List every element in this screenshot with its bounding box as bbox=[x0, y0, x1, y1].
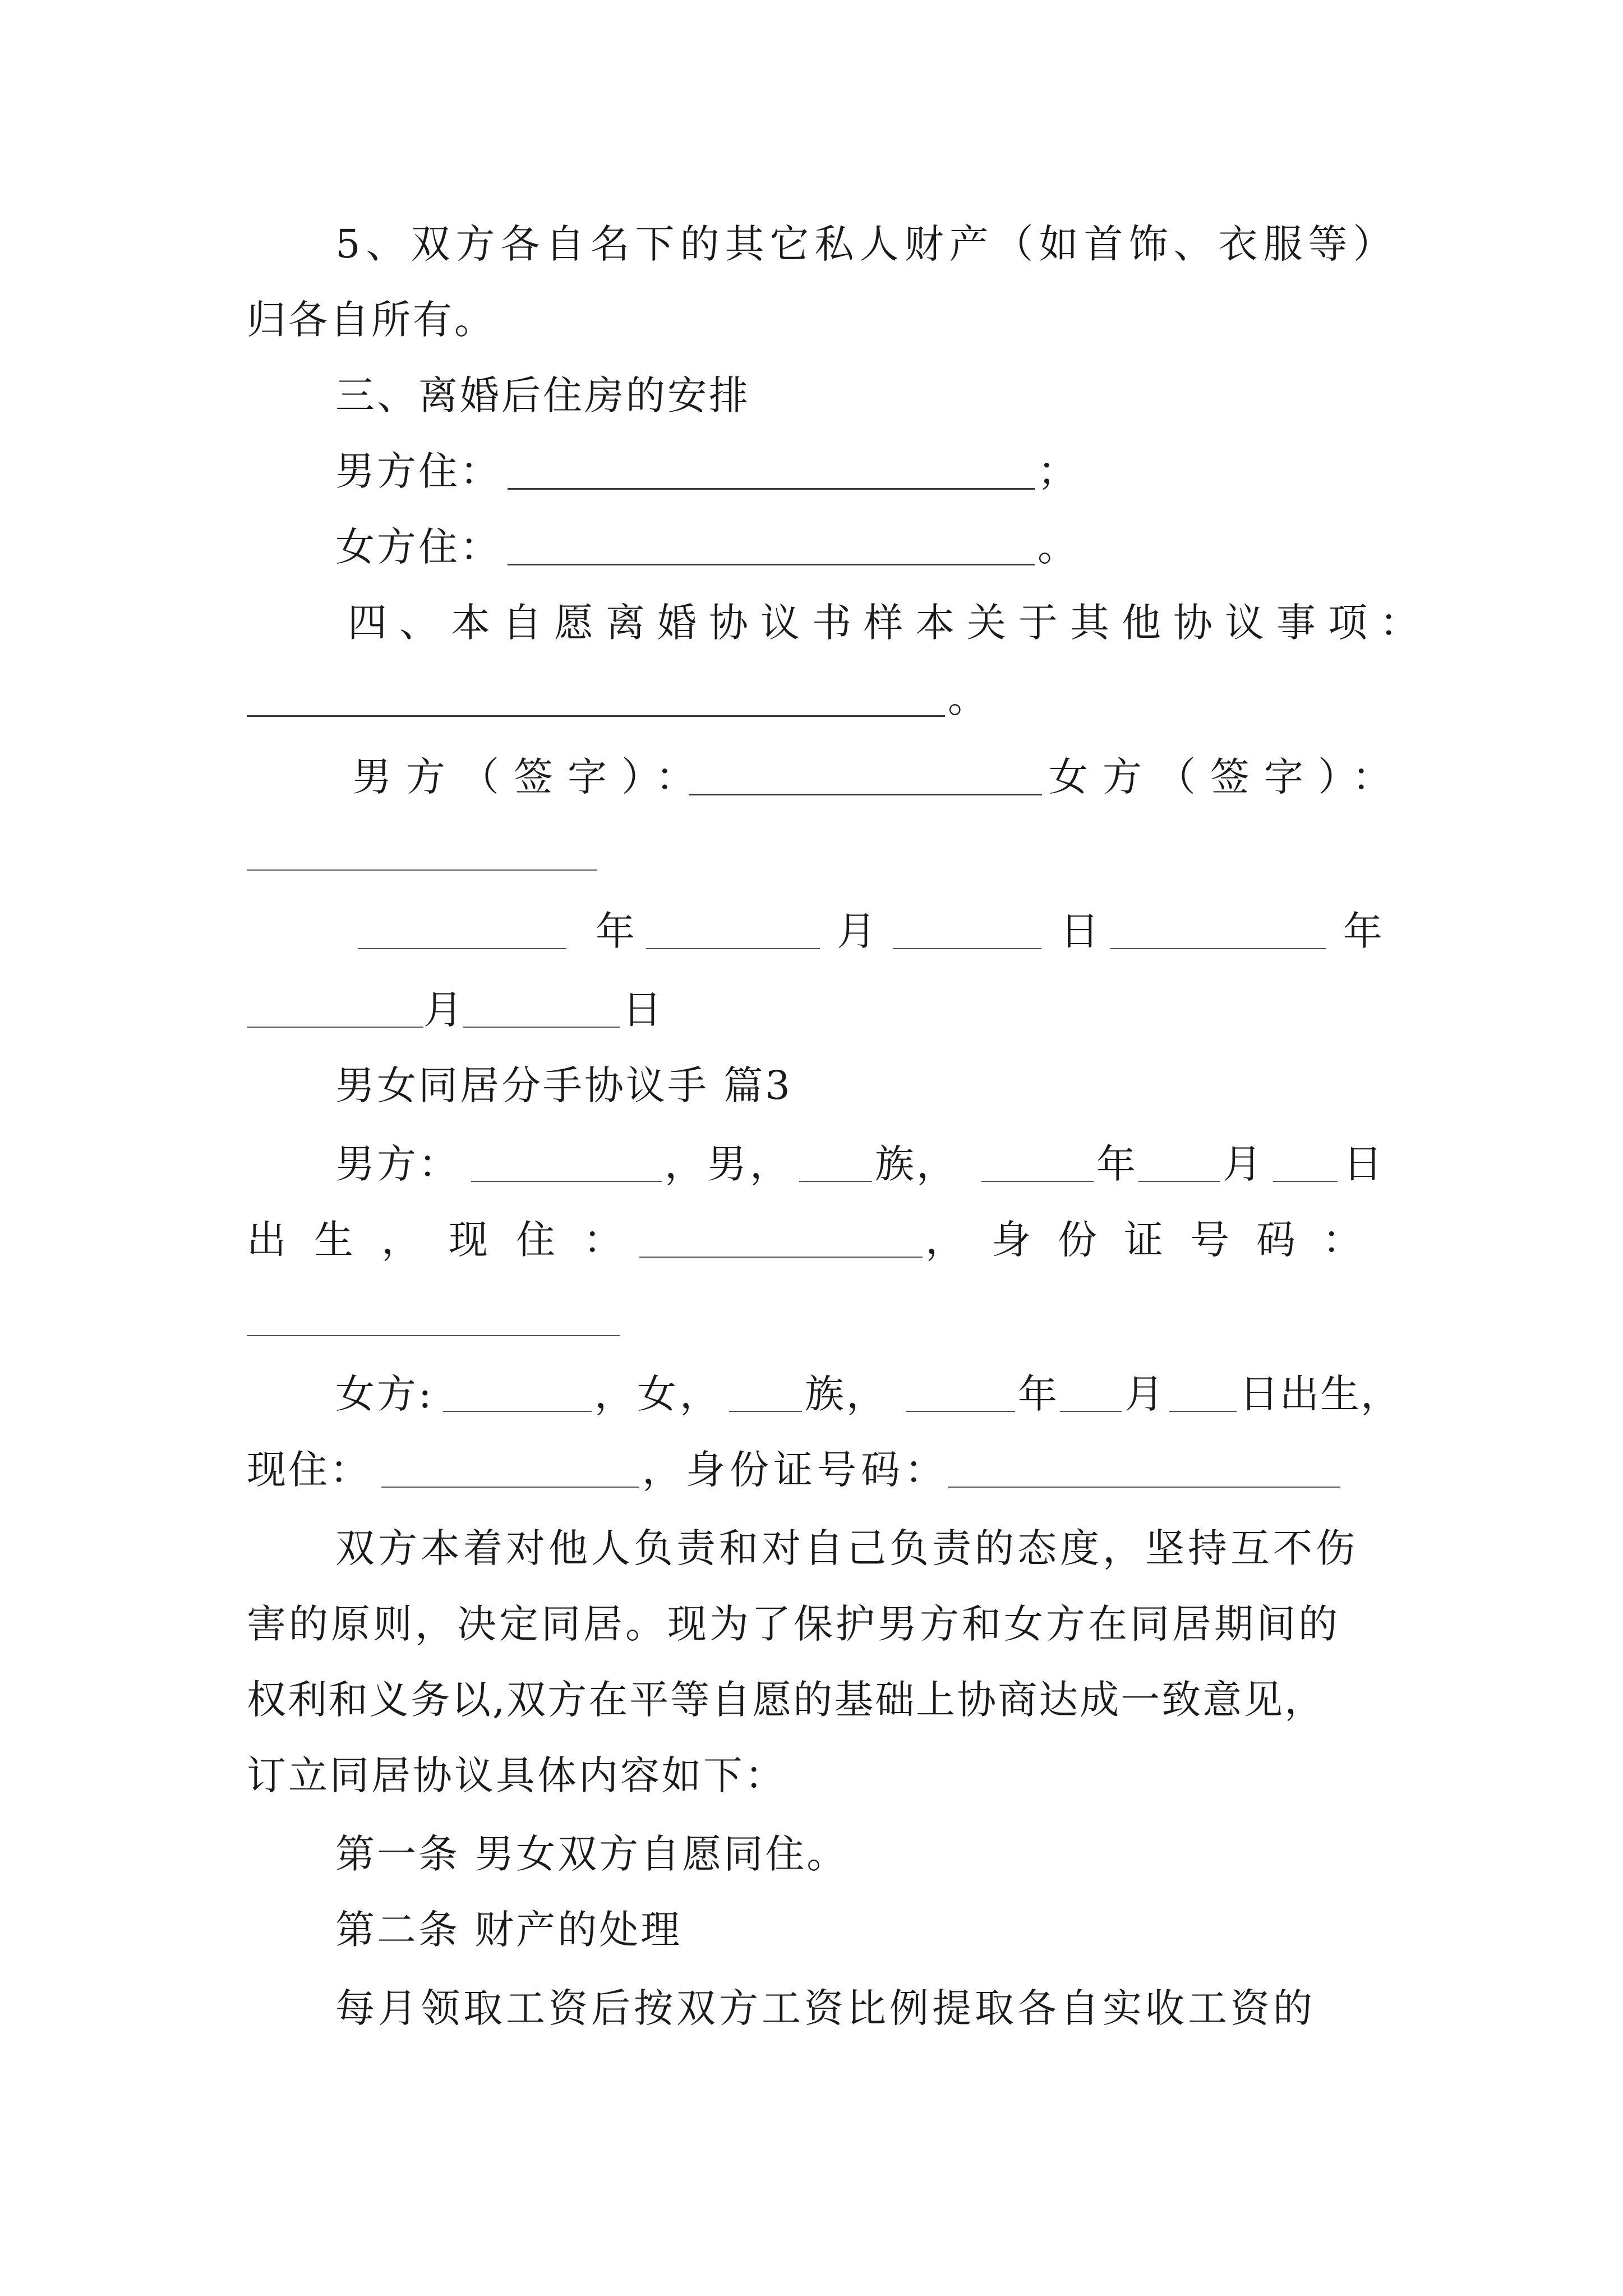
text-article-1: 第一条 男女双方自愿同住。 bbox=[335, 1831, 849, 1877]
paragraph-line bbox=[0, 1739, 1623, 1812]
party-line bbox=[0, 1282, 1623, 1355]
text-each-own: 归各自所有。 bbox=[247, 297, 496, 343]
blank-female-birth-month[interactable] bbox=[1060, 1411, 1122, 1412]
label-female-residence: 女方住： bbox=[335, 524, 501, 570]
label-male-id-number: ，身份证号码： bbox=[925, 1217, 1389, 1263]
text-body: 害的原则，决定同居。现为了保护男方和女方在同居期间的 bbox=[247, 1601, 1340, 1647]
label-day: 日 bbox=[1343, 1141, 1382, 1187]
blank-male-ethnicity[interactable] bbox=[799, 1181, 872, 1182]
label-year: 年 bbox=[1096, 1141, 1136, 1187]
punct: 。 bbox=[1038, 524, 1077, 570]
label-ethnicity: 族， bbox=[875, 1141, 958, 1187]
signature-line bbox=[0, 816, 1623, 889]
label-male-party: 男方： bbox=[335, 1141, 460, 1187]
label-ethnicity: 族， bbox=[805, 1371, 888, 1417]
blank-other-matters[interactable] bbox=[247, 715, 945, 717]
label-female-party: 女方: bbox=[335, 1371, 434, 1417]
paragraph-line bbox=[0, 283, 1623, 356]
text-male-gender: ，男， bbox=[665, 1141, 792, 1187]
blank-year-1[interactable] bbox=[358, 948, 566, 949]
text-other-matters: 四、本自愿离婚协议书样本关于其他协议事项： bbox=[348, 600, 1431, 646]
text-housing-heading: 三、离婚后住房的安排 bbox=[335, 372, 750, 418]
blank-female-birth-year[interactable] bbox=[906, 1411, 1015, 1412]
section-heading bbox=[0, 586, 1623, 659]
text-chapter-title: 男女同居分手协议手 篇3 bbox=[335, 1062, 792, 1108]
blank-female-residence-address[interactable] bbox=[381, 1487, 639, 1488]
blank-female-id-number[interactable] bbox=[948, 1487, 1340, 1488]
label-day: 日 bbox=[623, 987, 662, 1033]
blank-male-residence-address[interactable] bbox=[639, 1257, 923, 1258]
label-month: 月 bbox=[423, 987, 463, 1033]
text-female-gender: ，女， bbox=[594, 1371, 722, 1417]
paragraph-line bbox=[0, 1663, 1623, 1736]
label-female-id-number: ，身份证号码： bbox=[642, 1447, 948, 1493]
blank-day-2[interactable] bbox=[463, 1027, 620, 1028]
text-body: 订立同居协议具体内容如下： bbox=[247, 1752, 786, 1798]
text-body: 每月领取工资后按双方工资比例提取各自实收工资的 bbox=[335, 1985, 1316, 2031]
blank-male-id-number[interactable] bbox=[247, 1335, 620, 1336]
blank-female-signature[interactable] bbox=[247, 869, 597, 871]
label-month: 月 bbox=[837, 908, 876, 954]
paragraph-line bbox=[0, 208, 1623, 280]
punct: ； bbox=[1038, 448, 1077, 494]
paragraph-line bbox=[0, 1972, 1623, 2045]
section-title bbox=[0, 1049, 1623, 1122]
paragraph-line bbox=[0, 1512, 1623, 1585]
blank-month-2[interactable] bbox=[247, 1027, 423, 1028]
blank-female-birth-day[interactable] bbox=[1169, 1411, 1237, 1412]
blank-male-name[interactable] bbox=[471, 1181, 662, 1182]
blank-day-1[interactable] bbox=[893, 948, 1041, 949]
blank-male-birth-year[interactable] bbox=[981, 1181, 1094, 1182]
label-female-residence-address: 现住： bbox=[247, 1447, 371, 1493]
text-body: 双方本着对他人负责和对自己负责的态度，坚持互不伤 bbox=[335, 1525, 1358, 1571]
party-line bbox=[0, 1358, 1623, 1430]
label-female-signature: 女方（签字）： bbox=[1049, 754, 1406, 800]
text-article-2: 第二条 财产的处理 bbox=[335, 1907, 683, 1953]
signature-line bbox=[0, 740, 1623, 813]
date-line bbox=[0, 973, 1623, 1046]
party-line bbox=[0, 1433, 1623, 1506]
section-heading bbox=[0, 359, 1623, 432]
blank-male-birth-month[interactable] bbox=[1138, 1181, 1220, 1182]
article-line bbox=[0, 1818, 1623, 1890]
blank-female-ethnicity[interactable] bbox=[729, 1411, 802, 1412]
blank-male-birth-day[interactable] bbox=[1273, 1181, 1338, 1182]
blank-female-residence[interactable] bbox=[508, 564, 1035, 565]
article-line bbox=[0, 1893, 1623, 1966]
paragraph-line bbox=[0, 510, 1623, 583]
blank-year-2[interactable] bbox=[1110, 948, 1326, 949]
text-born-residence: 出生，现住： bbox=[247, 1217, 651, 1263]
blank-male-residence[interactable] bbox=[508, 488, 1035, 490]
text-personal-property: 5、双方各自名下的其它私人财产（如首饰、衣服等） bbox=[335, 221, 1398, 267]
blank-female-name[interactable] bbox=[443, 1411, 592, 1412]
label-year: 年 bbox=[596, 908, 635, 954]
label-month: 月 bbox=[1124, 1371, 1164, 1417]
label-male-residence: 男方住： bbox=[335, 448, 501, 494]
punct: 。 bbox=[948, 675, 987, 721]
blank-male-signature[interactable] bbox=[689, 794, 1042, 795]
text-body: 权利和义务以,双方在平等自愿的基础上协商达成一致意见， bbox=[247, 1677, 1326, 1723]
paragraph-line bbox=[0, 435, 1623, 508]
paragraph-line bbox=[0, 662, 1623, 735]
paragraph-line bbox=[0, 1588, 1623, 1660]
label-year: 年 bbox=[1018, 1371, 1057, 1417]
text-born: 日出生， bbox=[1239, 1371, 1401, 1417]
label-male-signature: 男方（签字）： bbox=[352, 754, 709, 800]
blank-month-1[interactable] bbox=[646, 948, 820, 949]
label-day: 日 bbox=[1060, 908, 1099, 954]
party-line bbox=[0, 1203, 1623, 1276]
label-year: 年 bbox=[1343, 908, 1382, 954]
date-line bbox=[0, 895, 1623, 968]
party-line bbox=[0, 1128, 1623, 1200]
label-month: 月 bbox=[1223, 1141, 1262, 1187]
